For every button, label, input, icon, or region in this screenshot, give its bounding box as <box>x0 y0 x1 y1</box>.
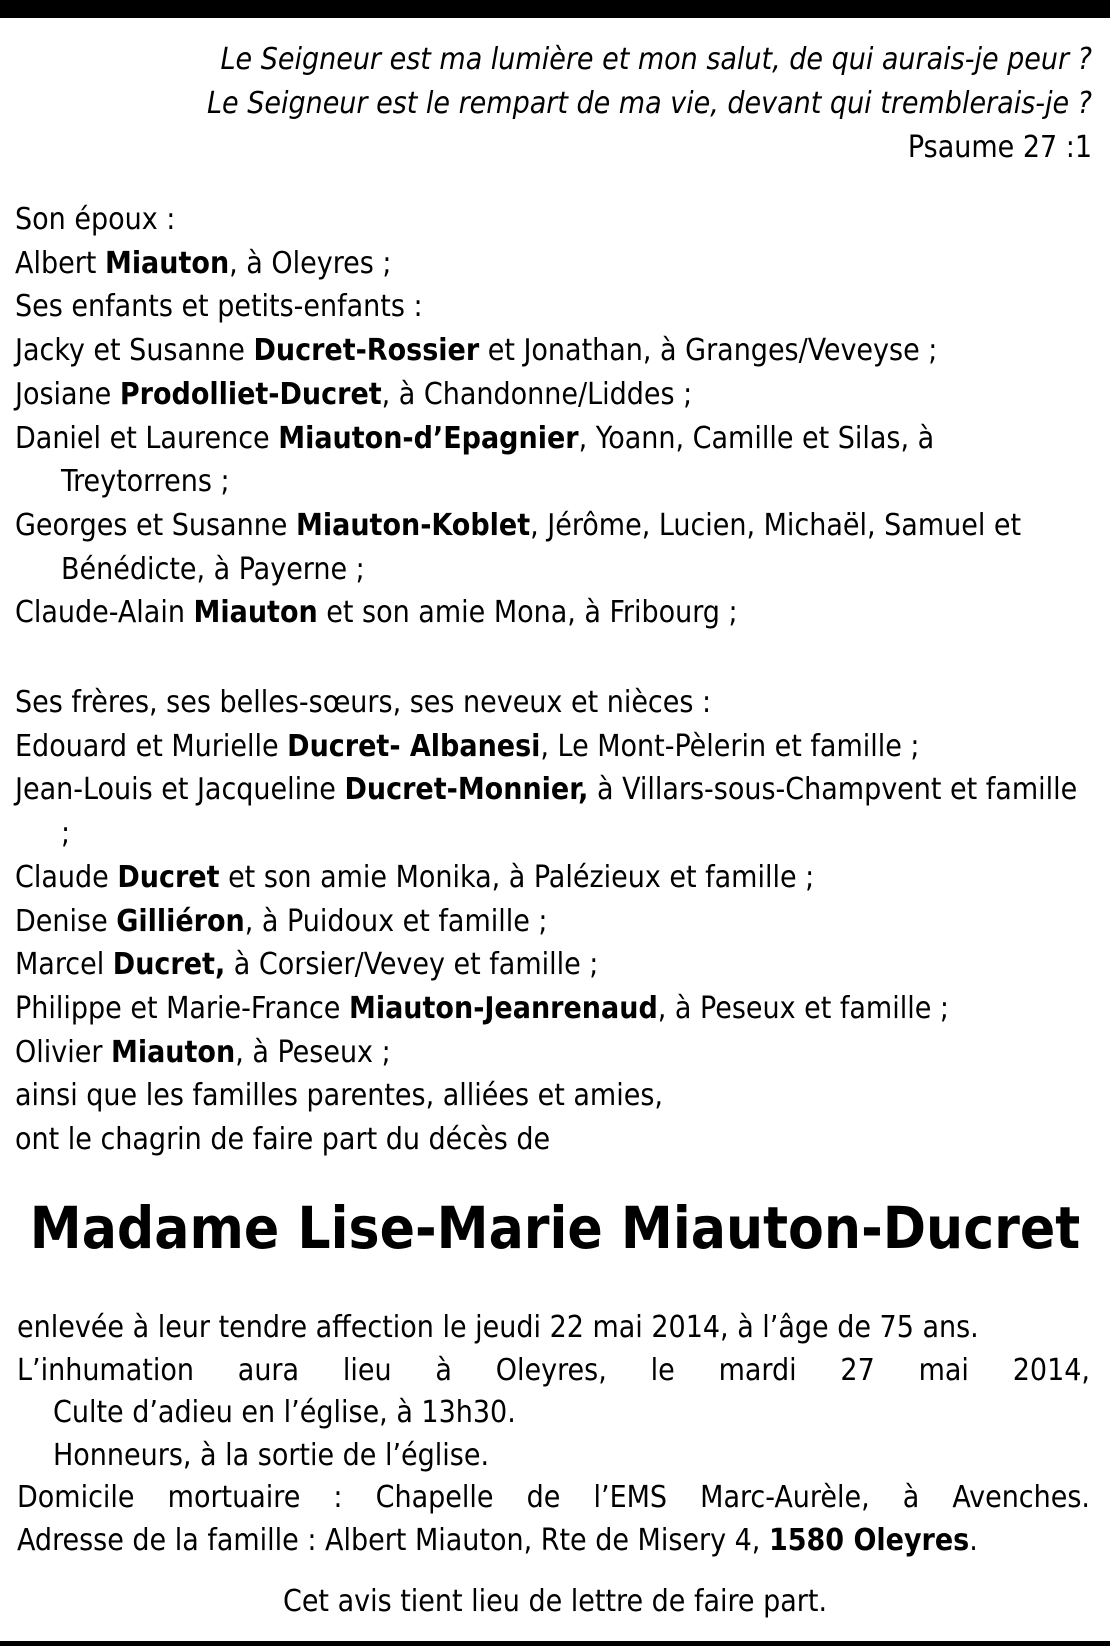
bottom-rule <box>0 1641 1110 1646</box>
details-line: L’inhumation aura lieu à Oleyres, le mardi 27 mai 2014, <box>17 1352 1090 1388</box>
relatives-line: Edouard et Murielle Ducret- Albanesi, Le Mont-Pèlerin et famille ; <box>15 728 920 764</box>
family-line: Georges et Susanne Miauton-Koblet, Jérôme, Lucien, Michaël, Samuel et Bénédicte, à Payerne ; <box>15 507 1022 587</box>
family-line: Son époux : <box>15 202 176 237</box>
family-line: Josiane Prodolliet-Ducret, à Chandonne/Liddes ; <box>15 376 693 412</box>
relatives-list <box>15 681 1085 1162</box>
family-line: Albert Miauton, à Oleyres ; <box>15 245 392 281</box>
family-line: Ses enfants et petits-enfants : <box>15 289 423 325</box>
relatives-line: Ses frères, ses belles-sœurs, ses neveux et nièces : <box>15 685 712 720</box>
psalm-verse <box>32 38 1092 170</box>
family-line: Daniel et Laurence Miauton-d’Epagnier, Yoann, Camille et Silas, à Treytorrens ; <box>15 420 935 500</box>
relatives-line: Olivier Miauton, à Peseux ; <box>15 1034 391 1070</box>
family-line: Claude-Alain Miauton et son amie Mona, à Fribourg ; <box>15 595 738 631</box>
family-address: Adresse de la famille : Albert Miauton, Rte de Misery 4, 1580 Oleyres. <box>17 1522 978 1558</box>
details-line: Domicile mortuaire : Chapelle de l’EMS Marc-Aurèle, à Avenches. <box>17 1480 1090 1515</box>
relatives-line: Claude Ducret et son amie Monika, à Palézieux et famille ; <box>15 859 815 895</box>
funeral-details <box>17 1307 1090 1562</box>
verse-line-2: Le Seigneur est le rempart de ma vie, devant qui tremblerais-je ? <box>206 86 1092 121</box>
details-line: Culte d’adieu en l’église, à 13h30. <box>53 1395 516 1430</box>
relatives-line: Marcel Ducret, à Corsier/Vevey et famille ; <box>15 947 599 983</box>
family-line: Jacky et Susanne Ducret-Rossier et Jonathan, à Granges/Veveyse ; <box>15 333 938 369</box>
deceased-name: Madame Lise-Marie Miauton-Ducret <box>29 1194 1081 1262</box>
closing-note: Cet avis tient lieu de lettre de faire part. <box>282 1584 828 1619</box>
details-line: Honneurs, à la sortie de l’église. <box>53 1437 490 1473</box>
relatives-line: Philippe et Marie-France Miauton-Jeanrenaud, à Peseux et famille ; <box>15 990 950 1026</box>
verse-reference: Psaume 27 :1 <box>907 130 1092 165</box>
address-locality: 1580 Oleyres <box>768 1522 970 1558</box>
relatives-line: Jean-Louis et Jacqueline Ducret-Monnier, à Villars-sous-Champvent et famille ; <box>15 772 1078 852</box>
family-list <box>15 198 1085 635</box>
relatives-line: ainsi que les familles parentes, alliées et amies, <box>15 1078 663 1114</box>
relatives-line: ont le chagrin de faire part du décès de <box>15 1122 551 1158</box>
details-line: enlevée à leur tendre affection le jeudi 22 mai 2014, à l’âge de 75 ans. <box>17 1310 979 1345</box>
relatives-line: Denise Gilliéron, à Puidoux et famille ; <box>15 903 548 939</box>
top-rule <box>0 0 1110 18</box>
verse-line-1: Le Seigneur est ma lumière et mon salut, de qui aurais-je peur ? <box>220 42 1092 77</box>
